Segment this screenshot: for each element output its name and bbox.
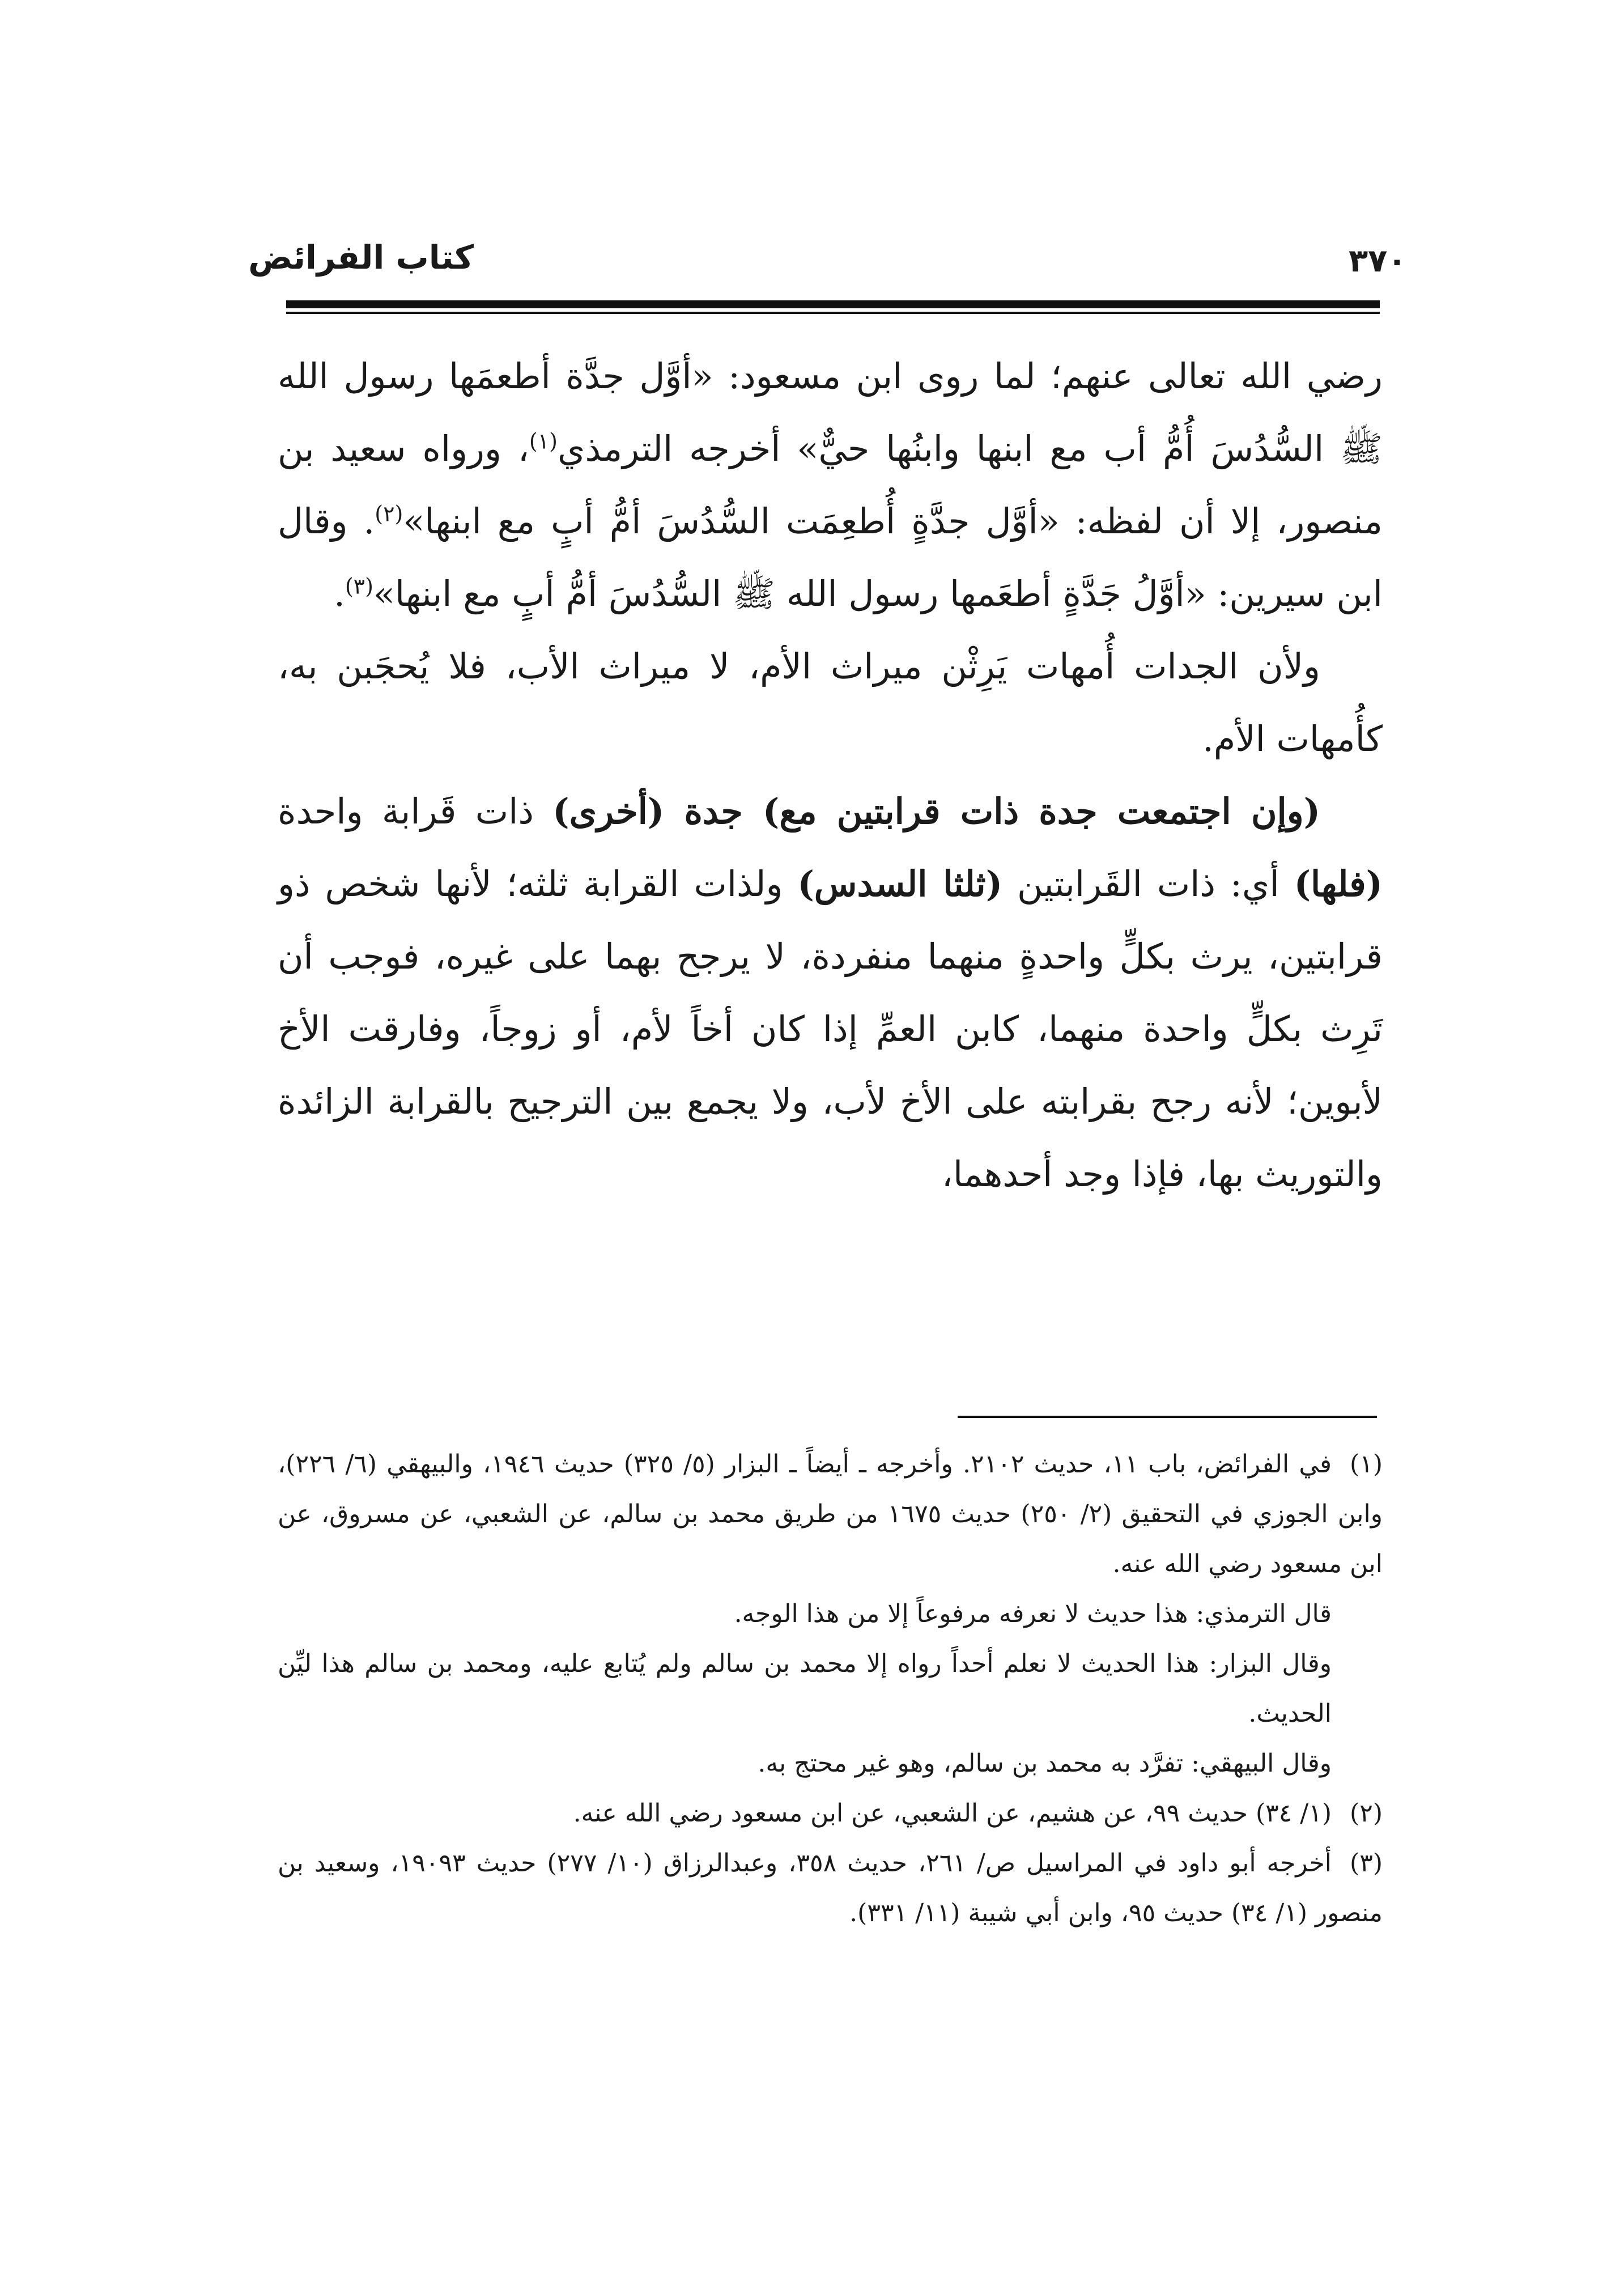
header-rule-thin bbox=[286, 312, 1380, 314]
footnote-1-text: في الفرائض، باب ١١، حديث ٢١٠٢. وأخرجه ـ أيضاً ـ البزار (٥/ ٣٢٥) حديث ١٩٤٦، والبيهقي (٦/ ٢٢٦)، وابن الجوزي في التحقيق (٢/ ٢٥٠) حديث ١٦٧٥ من طريق محمد بن سالم، عن الشعبي، عن مسروق، عن ابن مسعود رضي الله عنه. bbox=[278, 1450, 1383, 1578]
paragraph-3 bbox=[278, 775, 1383, 1211]
footnote-1-tirmidhi: قال الترمذي: هذا حديث لا نعرفه مرفوعاً إلا من هذا الوجه. bbox=[734, 1599, 1332, 1628]
paragraph-1-text-b: ، ورواه سعيد بن منصور، إلا أن لفظه: «أوَّل جدَّةٍ أُطعِمَت السُّدُسَ أمُّ أبٍ مع ابنها» bbox=[278, 428, 1383, 542]
footnote-1 bbox=[278, 1440, 1383, 1589]
footnote-3-text: أخرجه أبو داود في المراسيل ص/ ٢٦١، حديث ٣٥٨، وعبدالرزاق (١٠/ ٢٧٧) حديث ١٩٠٩٣، وسعيد بن منصور (١/ ٣٤) حديث ٩٥، وابن أبي شيبة (١١/ ٣٣١). bbox=[278, 1849, 1383, 1927]
paragraph-1-text-d: . bbox=[334, 573, 345, 614]
footnote-1-bazzar: وقال البزار: هذا الحديث لا نعلم أحداً رواه إلا محمد بن سالم ولم يُتابع عليه، ومحمد بن سالم هذا ليِّن الحديث. bbox=[278, 1649, 1332, 1728]
matn-3: (ثلثا السدس) bbox=[797, 863, 1003, 905]
footnote-2 bbox=[278, 1789, 1383, 1838]
footnote-3-number: (٣) bbox=[1350, 1849, 1383, 1878]
footnote-1-number: (١) bbox=[1350, 1450, 1383, 1479]
footnote-2-text: (١/ ٣٤) حديث ٩٩، عن هشيم، عن الشعبي، عن ابن مسعود رضي الله عنه. bbox=[573, 1799, 1332, 1828]
footnote-ref-2: (٢) bbox=[375, 501, 403, 526]
main-text bbox=[278, 340, 1383, 1211]
sharh-3: ولذات القرابة ثلثه؛ لأنها شخص ذو قرابتين، يرث بكلٍّ واحدةٍ منهما منفردة، لا يرجح بهما على غيره، فوجب أن تَرِث بكلٍّ واحدة منهما، كابن العمِّ إذا كان أخاً لأم، أو زوجاً، وفارقت الأخ لأبوين؛ لأنه رجح بقرابته على الأخ لأب، ولا يجمع بين الترجيح بالقرابة الزائدة والتوريث بها، فإذا وجد أحدهما، bbox=[278, 863, 1383, 1195]
footnote-2-number: (٢) bbox=[1350, 1799, 1383, 1828]
paragraph-1 bbox=[278, 340, 1383, 630]
footnote-separator bbox=[958, 1416, 1377, 1418]
paragraph-2: ولأن الجدات أُمهات يَرِثْن ميراث الأم، لا ميراث الأب، فلا يُحجَبن به، كأُمهات الأم. bbox=[278, 646, 1383, 759]
footnote-ref-3: (٣) bbox=[345, 574, 373, 599]
footnote-ref-1: (١) bbox=[529, 428, 558, 454]
running-title: كتاب الفرائض bbox=[248, 238, 474, 277]
paragraph-1-text-c: . وقال ابن سيرين: «أوَّلُ جَدَّةٍ أطعَمها رسول الله ﷺ السُّدُسَ أمُّ أبٍ مع ابنها» bbox=[278, 500, 1383, 614]
header-rule bbox=[286, 300, 1380, 308]
paragraph-1-text: رضي الله تعالى عنهم؛ لما روى ابن مسعود: «أوَّل جدَّة أطعمَها رسول الله ﷺ السُّدُسَ أُمُّ أب مع ابنها وابنُها حيٌّ» أخرجه الترمذي bbox=[278, 355, 1383, 469]
footnote-3 bbox=[278, 1838, 1383, 1938]
page-number: ٣٧٠ bbox=[1349, 243, 1407, 279]
sharh-1: ذات قَرابة واحدة bbox=[278, 791, 553, 832]
matn-2: (فلها) bbox=[1294, 863, 1383, 905]
footnote-1-bayhaqi: وقال البيهقي: تفرَّد به محمد بن سالم، وهو غير محتج به. bbox=[758, 1749, 1332, 1778]
footnotes bbox=[278, 1440, 1383, 1938]
sharh-2: أي: ذات القَرابتين bbox=[1002, 863, 1294, 905]
matn-1: (وإن اجتمعت جدة ذات قرابتين مع) جدة (أخرى) bbox=[552, 791, 1320, 832]
